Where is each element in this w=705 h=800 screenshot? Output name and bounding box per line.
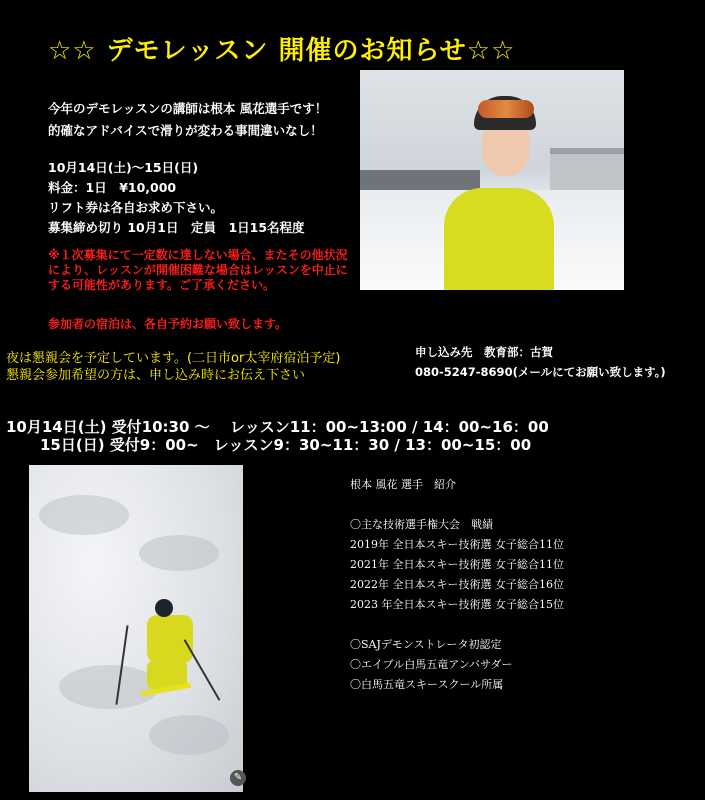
ski-pole: [184, 639, 221, 701]
lodging-note: 参加者の宿泊は、各自予約お願い致します。: [48, 317, 288, 331]
result-item: 2019年 全日本スキー技術選 女子総合11位: [350, 538, 564, 551]
social-party-note: [6, 350, 340, 384]
lesson-dates: 10月14日(土)～15日(日): [48, 160, 199, 175]
instructor-profile: [350, 475, 690, 695]
contact-phone: 080-5247-8690(メールにてお願い致します。): [415, 365, 666, 379]
schedule-day2: 15日(日) 受付9：00~ レッスン9：30~11：30 / 13：00~15：00: [40, 436, 532, 454]
lesson-details: [48, 158, 305, 238]
mogul: [149, 715, 229, 755]
result-item: 2023 年全日本スキー技術選 女子総合15位: [350, 598, 564, 611]
lift-note: リフト券は各自お求め下さい。: [48, 200, 224, 215]
result-item: 2021年 全日本スキー技術選 女子総合11位: [350, 558, 564, 571]
mogul-ski-photo: [29, 465, 243, 792]
party-line: 懇親会参加希望の方は、申し込み時にお伝え下さい: [6, 368, 306, 383]
contact-name: 申し込み先 教育部：古賀: [415, 345, 553, 359]
skier-helmet: [155, 599, 173, 617]
profile-item: 〇エイブル白馬五竜アンバサダー: [350, 658, 513, 671]
profile-heading: 根本 風花 選手 紹介: [350, 478, 456, 491]
deadline: 募集締め切り 10月1日 定員 1日15名程度: [48, 220, 305, 235]
intro-line: 今年のデモレッスンの講師は根本 風花選手です！: [48, 101, 328, 116]
result-item: 2022年 全日本スキー技術選 女子総合16位: [350, 578, 564, 591]
profile-item: 〇白馬五竜スキースクール所属: [350, 678, 504, 691]
profile-item: 〇SAJデモンストレータ初認定: [350, 638, 502, 651]
mogul: [139, 535, 219, 571]
mogul: [39, 495, 129, 535]
mogul: [59, 665, 159, 709]
lesson-fee: 料金：1日 ¥10,000: [48, 180, 177, 195]
intro-line: 的確なアドバイスで滑りが変わる事間違いなし！: [48, 123, 323, 138]
pencil-icon[interactable]: ✎: [230, 770, 246, 786]
cancellation-warning: ※１次募集にて一定数に達しない場合、またその他状況により、レッスンが開催困難な場合はレッスンを中止にする可能性があります。ご了承ください。: [48, 248, 348, 292]
yellow-jacket: [444, 188, 554, 290]
party-line: 夜は懇親会を予定しています。(二日市or太宰府宿泊予定): [6, 351, 341, 366]
instructor-portrait: [360, 70, 624, 290]
goggles: [478, 100, 534, 118]
contact-info: [415, 342, 666, 382]
building: [550, 148, 624, 192]
intro-text: [48, 98, 327, 142]
page-title: ☆☆ デモレッスン 開催のお知らせ☆☆: [48, 36, 516, 66]
schedule-day1: 10月14日(土) 受付10:30 ～ レッスン11：00~13:00 / 14：00~16：00: [6, 418, 549, 436]
schedule: [6, 418, 549, 454]
skier-torso: [147, 615, 193, 663]
results-heading: 〇主な技術選手権大会 戦績: [350, 518, 493, 531]
